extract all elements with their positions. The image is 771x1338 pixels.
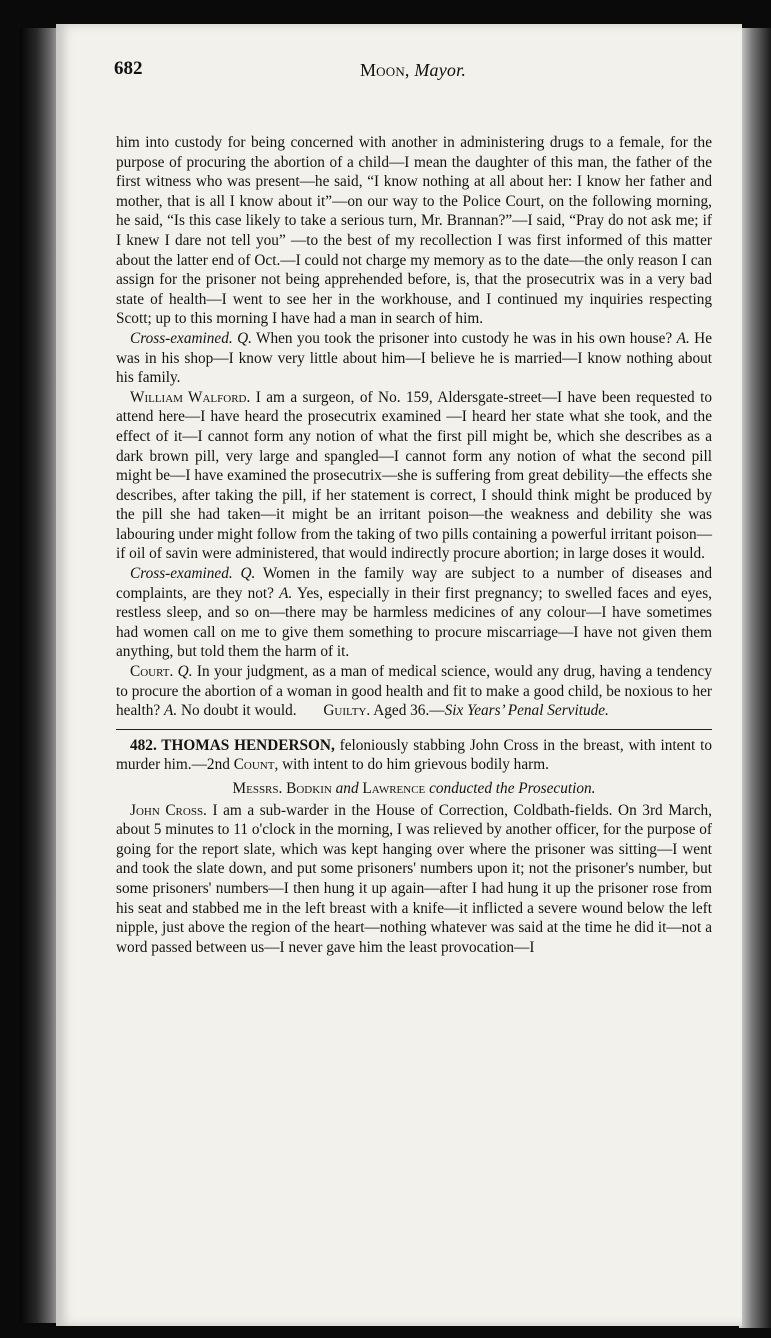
answer-text: Yes, especially in their first pregnancy; to swelled faces and eyes, restless sleep, and so on—there may be harmless medicines of any colour—I have sometimes had women call on me to give them something to procure miscarriage—I have not given them anything, but told them the harm of it. — [116, 584, 712, 661]
label-q: Q. — [240, 565, 256, 583]
case-number-name: 482. THOMAS HENDERSON, — [130, 736, 335, 754]
page-body — [116, 133, 712, 957]
case-charge: feloniously stabbing John Cross in the breast, with intent to murder him.—2nd — [116, 736, 712, 774]
label-court: Court. — [130, 663, 174, 681]
verdict-label: Guilty. — [323, 702, 371, 720]
running-title — [114, 60, 712, 81]
witness-testimony: I am a surgeon, of No. 159, Aldersgate-street—I have been requested to attend here—I have heard the prosecutrix examined —I heard her state what she took, and the effect of it—I cannot form any notion of what the first pill might be, which she describes as a dark brown pill, very large and spangled—I cannot form any notion of what the second pill might be—I have examined the prosecutrix—she is suffering from great debility—the effects she describes, after taking the pill, if her statement is correct, I should think might be produced by the pill she had taken—it might be an irritant poison—the weakness and debility she was labouring under might follow from the taking of two pills containing a powerful irritant poison—if oil of savin were administered, that would indirectly procure abortion; in large doses it would. — [116, 388, 713, 563]
label-q: Q. — [237, 329, 252, 347]
running-title-name: Moon, — [359, 60, 410, 80]
case-count-label: Count, — [233, 756, 279, 774]
witness-testimony: I am a sub-warder in the House of Correction, Coldbath-fields. On 3rd March, about 5 minutes to 11 o'clock in the morning, I was relieved by another officer, for the purpose of going for the report slate, which was kept hanging over where the prisoner was sitting—I went and took the slate down, and put some prisoners' numbers upon it; not the prisoner's number, but some prisoners' numbers—I then hung it up again—after I had hung it up the prisoner rose from his seat and stabbed me in the left breast with a knife—it inflicted a severe wound below the left nipple, just above the region of the heart—nothing whatever was said at the time he did it—not a word passed between us—I never gave him the least provocation—I — [116, 801, 713, 956]
page-number: 682 — [114, 58, 143, 79]
question-text: Women in the family way are subject to a number of diseases and complaints, are they not? — [116, 565, 712, 602]
page-header — [114, 58, 712, 92]
prosecution-lawrence: Lawrence — [362, 780, 426, 797]
case-heading — [116, 736, 712, 775]
label-cross-examined: Cross-examined. — [130, 565, 233, 583]
running-title-role: Mayor. — [414, 60, 467, 80]
verdict-sentence: Six Years’ Penal Servitude. — [444, 702, 609, 720]
paragraph-continued: him into custody for being concerned with another in administering drugs to a female, for the purpose of procuring the abortion of a child—I mean the daughter of this man, the father of the first witness who was present—he said, “I know nothing at all about her: I know her father and mother, that is all I know about it”—on our way to the Police Court, on the following morning, he said, “Is this case likely to take a serious turn, Mr. Brannan?”—I said, “Pray do not ask me; if I knew I dare not tell you” —to the best of my recollection I was first informed of this matter about the latter end of Oct.—I could not charge my memory as to the date—the only reason I can assign for the prisoner not being apprehended before, is, that the prosecutrix was in a very bad state of health—I went to see her in the workhouse, and I continued my inquiries respecting Scott; up to this morning I have had a man in search of him. — [116, 134, 712, 328]
prosecution-conducted: conducted the Prosecution. — [429, 780, 596, 797]
label-cross-examined: Cross-examined. — [130, 329, 233, 347]
section-divider — [116, 729, 712, 730]
prosecution-line — [116, 779, 712, 799]
label-a: A. — [279, 584, 293, 602]
answer-text: No doubt it would. — [181, 702, 297, 720]
question-text: In your judgment, as a man of medical science, would any drug, having a tendency to procure the abortion of a woman in good health and fit to make a good child, be noxious to her health? — [116, 663, 713, 720]
paragraph-walford — [116, 388, 712, 564]
prosecution-and: and — [335, 780, 359, 797]
label-q: Q. — [177, 663, 193, 681]
label-a: A. — [164, 702, 178, 720]
paragraph-cross-exam-1 — [116, 329, 712, 388]
answer-text: He was in his shop—I know very little about him—I believe he is married—I know nothing about his family. — [116, 329, 713, 387]
question-text: When you took the prisoner into custody he was in his own house? — [256, 329, 673, 347]
witness-name: William Walford. — [130, 388, 251, 406]
prosecution-messrs: Messrs. Bodkin — [232, 780, 332, 797]
verdict-age: Aged 36.— — [373, 702, 445, 720]
paragraph-john-cross — [116, 801, 712, 958]
paragraph-cross-exam-2 — [116, 564, 712, 662]
paragraph-court — [116, 662, 712, 721]
label-a: A. — [676, 329, 690, 347]
page-edge — [739, 28, 771, 1328]
case-charge-second: with intent to do him grievous bodily harm. — [282, 756, 549, 774]
witness-name: John Cross. — [130, 801, 207, 819]
book-spine — [20, 28, 58, 1323]
